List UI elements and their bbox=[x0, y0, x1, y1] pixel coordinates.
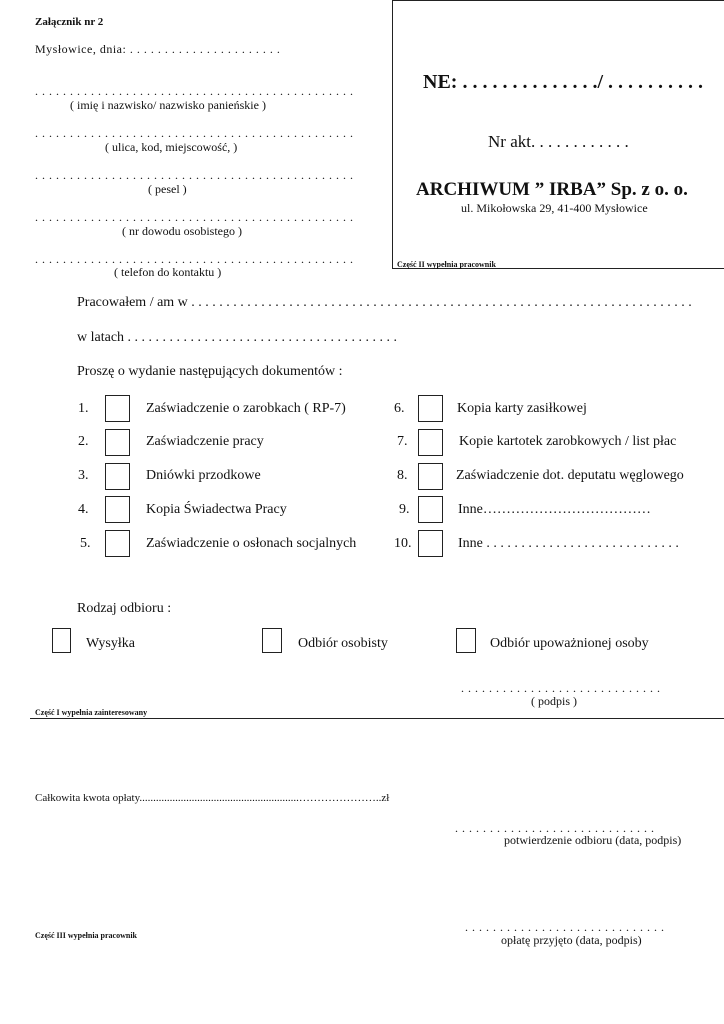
doc-9-label: Inne……………………………… bbox=[458, 502, 651, 517]
total-fee-field[interactable]: Całkowita kwota opłaty..........................................................…………………..zł bbox=[35, 792, 390, 804]
doc-5-label: Zaświadczenie o osłonach socjalnych bbox=[146, 536, 357, 551]
doc-7-label: Kopie kartotek zarobkowych / list płac bbox=[459, 434, 677, 449]
doc-5-number: 5. bbox=[80, 536, 91, 551]
pickup-confirm-label: potwierdzenie odbioru (data, podpis) bbox=[504, 833, 682, 847]
section-divider bbox=[30, 718, 724, 719]
id-card-field[interactable]: . . . . . . . . . . . . . . . . . . . . . . . . . . . . . . . . . . . . . . . . . . . . . . bbox=[35, 210, 354, 224]
worked-at-field[interactable]: Pracowałem / am w . . . . . . . . . . . . . . . . . . . . . . . . . . . . . . . . . . . . . . . . . . . . . . . . . . . . . . . . . . . . . . . . . . . . . . . . bbox=[77, 295, 692, 310]
doc-4-checkbox[interactable] bbox=[105, 496, 130, 523]
doc-1-label: Zaświadczenie o zarobkach ( RP-7) bbox=[146, 401, 346, 416]
doc-8-checkbox[interactable] bbox=[418, 463, 443, 490]
signature-label: ( podpis ) bbox=[531, 694, 577, 708]
doc-6-number: 6. bbox=[394, 401, 405, 416]
pesel-field[interactable]: . . . . . . . . . . . . . . . . . . . . . . . . . . . . . . . . . . . . . . . . . . . . . . bbox=[35, 168, 354, 182]
doc-10-number: 10. bbox=[394, 536, 412, 551]
pickup-mail-label: Wysyłka bbox=[86, 636, 135, 651]
name-field[interactable]: . . . . . . . . . . . . . . . . . . . . . . . . . . . . . . . . . . . . . . . . . . . . . . bbox=[35, 84, 354, 98]
doc-2-number: 2. bbox=[78, 434, 89, 449]
pickup-authorized-label: Odbiór upoważnionej osoby bbox=[490, 636, 649, 651]
doc-5-checkbox[interactable] bbox=[105, 530, 130, 557]
signature-field[interactable]: . . . . . . . . . . . . . . . . . . . . . . . . . . . . . bbox=[461, 681, 661, 695]
pickup-personal-checkbox[interactable] bbox=[262, 628, 282, 653]
phone-label: ( telefon do kontaktu ) bbox=[114, 265, 222, 279]
pickup-mail-checkbox[interactable] bbox=[52, 628, 71, 653]
doc-4-label: Kopia Świadectwa Pracy bbox=[146, 502, 287, 517]
address-label: ( ulica, kod, miejscowość, ) bbox=[105, 140, 238, 154]
doc-2-label: Zaświadczenie pracy bbox=[146, 434, 264, 449]
doc-8-number: 8. bbox=[397, 468, 408, 483]
doc-3-checkbox[interactable] bbox=[105, 463, 130, 490]
doc-9-number: 9. bbox=[399, 502, 410, 517]
request-heading: Proszę o wydanie następujących dokumentów : bbox=[77, 364, 343, 379]
part2-note: Część II wypełnia pracownik bbox=[397, 260, 496, 269]
pickup-heading: Rodzaj odbioru : bbox=[77, 601, 172, 616]
doc-10-checkbox[interactable] bbox=[418, 530, 443, 557]
attachment-label: Załącznik nr 2 bbox=[35, 16, 104, 28]
doc-1-number: 1. bbox=[78, 401, 89, 416]
fee-received-field[interactable]: . . . . . . . . . . . . . . . . . . . . . . . . . . . . . bbox=[465, 920, 665, 934]
company-name: ARCHIWUM ” IRBA” Sp. z o. o. bbox=[416, 179, 688, 200]
pickup-confirm-field[interactable]: . . . . . . . . . . . . . . . . . . . . . . . . . . . . . bbox=[455, 821, 655, 835]
part1-note: Część I wypełnia zainteresowany bbox=[35, 708, 148, 717]
name-label: ( imię i nazwisko/ nazwisko panieńskie ) bbox=[70, 98, 266, 112]
pickup-personal-label: Odbiór osobisty bbox=[298, 636, 388, 651]
doc-2-checkbox[interactable] bbox=[105, 429, 130, 456]
doc-8-label: Zaświadczenie dot. deputatu węglowego bbox=[456, 468, 684, 483]
ne-number-field[interactable]: NE: . . . . . . . . . . . . . ./ . . . . . . . . . . bbox=[423, 71, 703, 93]
doc-3-label: Dniówki przodkowe bbox=[146, 468, 261, 483]
id-card-label: ( nr dowodu osobistego ) bbox=[122, 224, 242, 238]
doc-4-number: 4. bbox=[78, 502, 89, 517]
part3-note: Część III wypełnia pracownik bbox=[35, 931, 138, 940]
pickup-authorized-checkbox[interactable] bbox=[456, 628, 476, 653]
doc-10-label: Inne . . . . . . . . . . . . . . . . . . . . . . . . . . . . bbox=[458, 536, 679, 551]
doc-7-number: 7. bbox=[397, 434, 408, 449]
doc-6-label: Kopia karty zasiłkowej bbox=[457, 401, 587, 416]
doc-3-number: 3. bbox=[78, 468, 89, 483]
place-date-field[interactable]: Mysłowice, dnia: . . . . . . . . . . . . . . . . . . . . . . bbox=[35, 42, 281, 56]
file-number-field[interactable]: Nr akt. . . . . . . . . . . . bbox=[488, 132, 629, 151]
doc-1-checkbox[interactable] bbox=[105, 395, 130, 422]
doc-6-checkbox[interactable] bbox=[418, 395, 443, 422]
years-field[interactable]: w latach . . . . . . . . . . . . . . . . . . . . . . . . . . . . . . . . . . . . . . . bbox=[77, 330, 398, 345]
doc-9-checkbox[interactable] bbox=[418, 496, 443, 523]
doc-7-checkbox[interactable] bbox=[418, 429, 443, 456]
address-field[interactable]: . . . . . . . . . . . . . . . . . . . . . . . . . . . . . . . . . . . . . . . . . . . . . . bbox=[35, 126, 354, 140]
archive-box bbox=[392, 0, 724, 269]
phone-field[interactable]: . . . . . . . . . . . . . . . . . . . . . . . . . . . . . . . . . . . . . . . . . . . . . . bbox=[35, 252, 354, 266]
pesel-label: ( pesel ) bbox=[148, 182, 187, 196]
fee-received-label: opłatę przyjęto (data, podpis) bbox=[501, 933, 642, 947]
company-address: ul. Mikołowska 29, 41-400 Mysłowice bbox=[461, 201, 648, 215]
